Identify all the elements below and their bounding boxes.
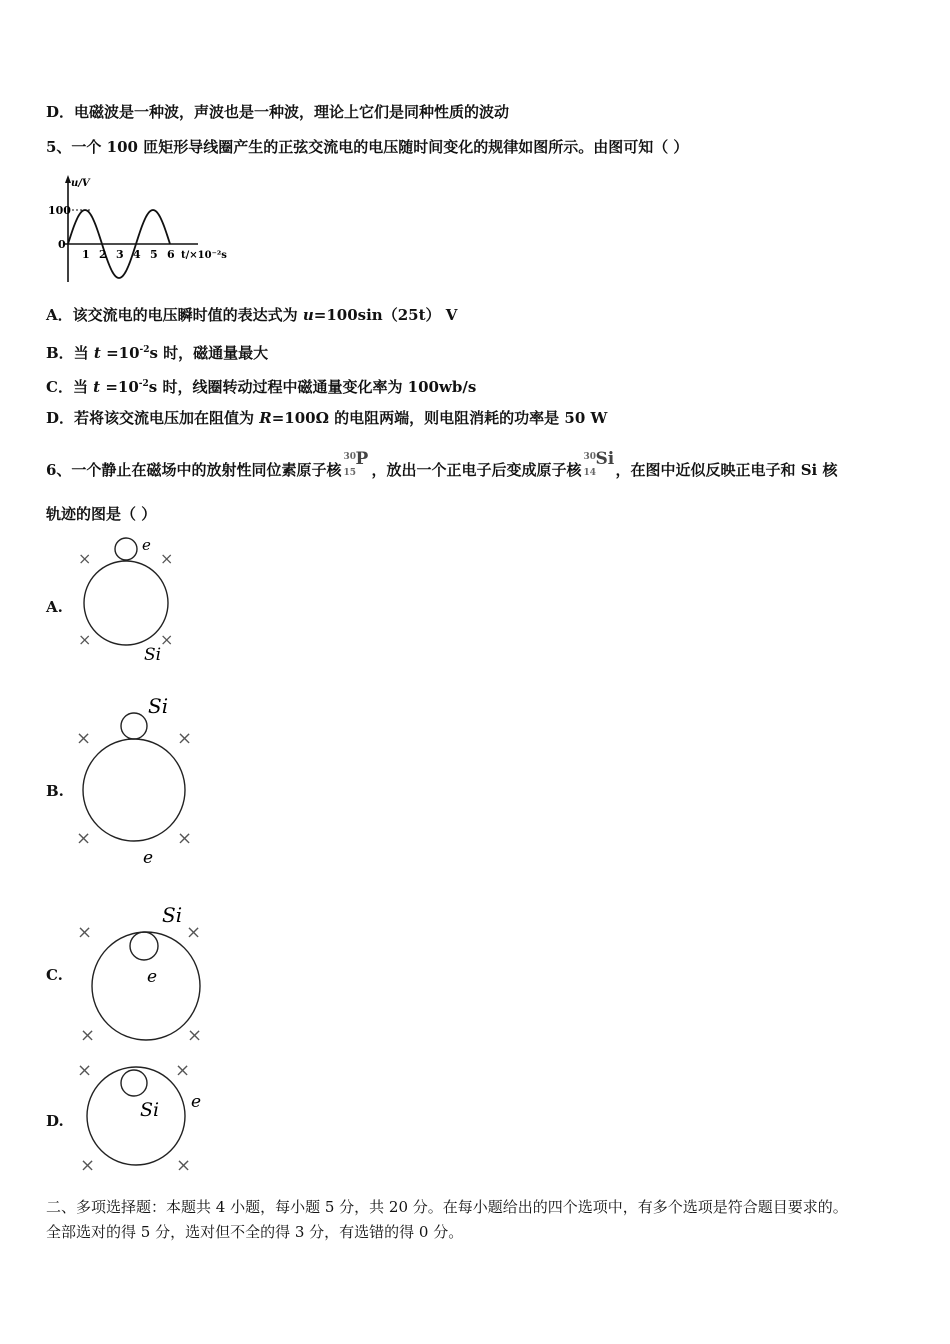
x-tick-label: 4	[133, 248, 141, 261]
q5-option-a: A．该交流电的电压瞬时值的表达式为 u=100sin（25t） V	[46, 306, 458, 324]
q5-option-b: B．当 $t =10^{-2}s$ 时，磁通量最大	[46, 344, 269, 362]
q5-option-c: C．当 $t =10^{-2}s$ 时，线圈转动过程中磁通量变化率为 100wb/s	[46, 378, 477, 396]
q5-option-d: D．若将该交流电压加在阻值为 R=100Ω 的电阻两端，则电阻消耗的功率是 50 W	[46, 409, 608, 427]
small-track-label: e	[142, 536, 151, 554]
x-axis-label: t/×10⁻²s	[181, 250, 227, 261]
q6-stem-line2: 轨迹的图是（ ）	[46, 505, 157, 523]
field-mark: ×	[176, 1155, 192, 1176]
nuclide-p: 30 15 P	[343, 449, 369, 478]
q5-voltage-graph	[48, 172, 228, 287]
field-mark: ×	[77, 1060, 93, 1081]
small-track-label: Si	[148, 694, 169, 718]
nuclide-si: 30 14 Si	[583, 449, 615, 478]
section2-line2: 全部选对的得 5 分，选对但不全的得 3 分，有选错的得 0 分。	[46, 1223, 464, 1241]
field-mark: ×	[80, 1025, 96, 1046]
field-mark: ×	[77, 922, 93, 943]
origin-label: 0	[58, 238, 66, 251]
field-mark: ×	[76, 828, 92, 849]
q6-stem: 6、一个静止在磁场中的放射性同位素原子核 30 15 P ，放出一个正电子后变成原子核 30 14 Si ，在图中近似反映正电子和 Si 核	[46, 449, 838, 479]
field-mark: ×	[177, 728, 193, 749]
x-tick-label: 2	[99, 248, 107, 261]
q6-option-c-figure	[72, 898, 212, 1050]
y-axis-label: u/V	[71, 178, 90, 189]
peak-label: 100	[48, 204, 71, 217]
large-track-label: e	[143, 848, 154, 868]
large-track-circle	[92, 932, 200, 1040]
q6-option-a-figure	[72, 533, 192, 668]
large-track-circle	[87, 1067, 185, 1165]
x-tick-label: 6	[167, 248, 175, 261]
small-track-circle	[115, 538, 137, 560]
large-track-circle	[83, 739, 185, 841]
field-mark: ×	[76, 728, 92, 749]
q6-option-b-label: B.	[46, 782, 64, 800]
small-track-label: Si	[140, 1099, 160, 1121]
q5-stem: 5、一个 100 匝矩形导线圈产生的正弦交流电的电压随时间变化的规律如图所示。由图可知（ ）	[46, 138, 689, 156]
small-track-circle	[121, 713, 147, 739]
section2-line1: 二、多项选择题：本题共 4 小题，每小题 5 分，共 20 分。在每小题给出的四个选项中，有多个选项是符合题目要求的。	[46, 1198, 848, 1216]
field-mark: ×	[187, 1025, 203, 1046]
q6-option-d-figure	[72, 1054, 212, 1176]
q4-option-d: D．电磁波是一种波，声波也是一种波，理论上它们是同种性质的波动	[46, 103, 510, 121]
field-mark: ×	[78, 630, 92, 649]
q6-option-d-label: D.	[46, 1112, 64, 1130]
large-track-label: Si	[144, 645, 162, 665]
large-track-circle	[84, 561, 168, 645]
field-mark: ×	[160, 630, 174, 649]
q6-option-b-figure	[72, 688, 207, 868]
field-mark: ×	[175, 1060, 191, 1081]
x-tick-label: 5	[150, 248, 158, 261]
q6-option-a-label: A.	[46, 598, 63, 616]
field-mark: ×	[186, 922, 202, 943]
q6-option-c-label: C.	[46, 966, 63, 984]
small-track-label: e	[147, 967, 158, 987]
small-track-label: Si	[162, 903, 183, 927]
small-track-circle	[121, 1070, 147, 1096]
small-track-circle	[130, 932, 158, 960]
field-mark: ×	[177, 828, 193, 849]
x-tick-label: 3	[116, 248, 124, 261]
field-mark: ×	[78, 549, 92, 568]
large-track-label: e	[191, 1092, 202, 1112]
field-mark: ×	[160, 549, 174, 568]
field-mark: ×	[80, 1155, 96, 1176]
x-tick-label: 1	[82, 248, 90, 261]
